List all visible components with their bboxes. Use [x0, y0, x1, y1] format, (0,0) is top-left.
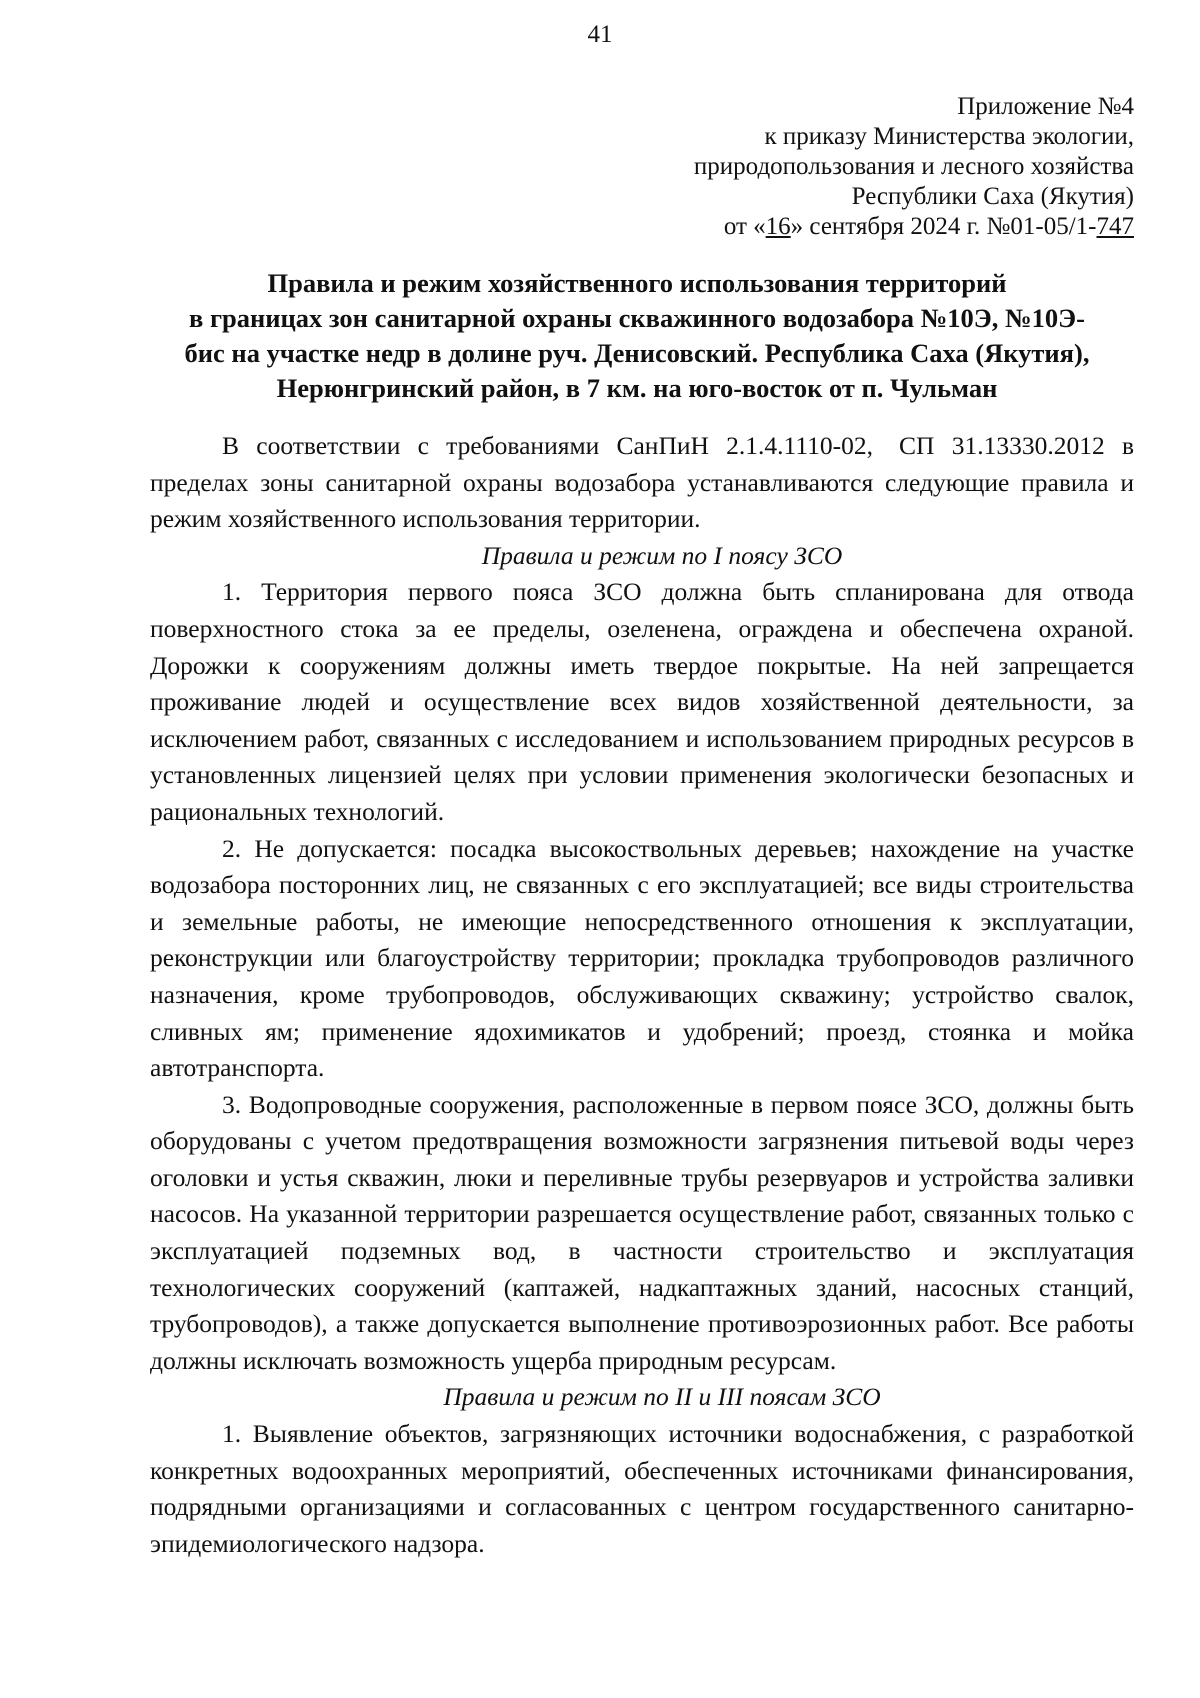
appendix-line: природопользования и лесного хозяйства — [693, 153, 1134, 180]
date-day: 16 — [765, 213, 791, 240]
title-line: в границах зон санитарной охраны скважинного водозабора №10Э, №10Э- — [189, 303, 1085, 333]
appendix-line: Республики Саха (Якутия) — [851, 183, 1134, 210]
intro-part2: СП 31.13330.2012 в пределах зоны санитарной охраны водозабора устанавливаются следующие правила и режим хозяйственного использования территории. — [150, 431, 1134, 534]
title-line: бис на участке недр в долине руч. Денисовский. Республика Саха (Якутия), — [184, 338, 1090, 368]
appendix-date-line — [694, 212, 1134, 242]
section-heading-zone2-3: Правила и режим по II и III поясам ЗСО — [443, 1382, 881, 1412]
date-middle: » сентября 2024 г. №01-05/1- — [790, 213, 1097, 240]
zone1-paragraph-3: 3. Водопроводные сооружения, расположенные в первом поясе ЗСО, должны быть оборудованы с учетом предотвращения возможности загрязнения питьевой воды через оголовки и устья скважин, люки и переливные трубы резервуаров и устройства заливки насосов. На указанной территории разрешается осуществление работ, связанных только с эксплуатацией подземных вод, в частности строительство и эксплуатация технологических сооружений (каптажей, надкаптажных зданий, насосных станций, трубопроводов), а также допускается выполнение противоэрозионных работ. Все работы должны исключать возможность ущерба природным ресурсам. — [150, 1089, 1134, 1375]
zone1-paragraph-1: 1. Территория первого пояса ЗСО должна быть спланирована для отвода поверхностного стока за ее пределы, озеленена, ограждена и обеспечена охраной. Дорожки к сооружениям должны иметь твердое покрытые. На ней запрещается проживание людей и осуществление всех видов хозяйственной деятельности, за исключением работ, связанных с исследованием и использованием природных ресурсов в установленных лицензией целях при условии применения экологически безопасных и рациональных технологий. — [150, 577, 1134, 826]
appendix-line: Приложение №4 — [957, 93, 1134, 120]
intro-part1: В соответствии с требованиями СанПиН 2.1.4.1110-02, — [222, 431, 874, 460]
title-line: Правила и режим хозяйственного использования территорий — [267, 268, 1007, 298]
zone2-3-paragraph-1: 1. Выявление объектов, загрязняющих источники водоснабжения, с разработкой конкретных водоохранных мероприятий, обеспеченных источниками финансирования, подрядными организациями и согласованных с центром государственного санитарно-эпидемиологического надзора. — [150, 1419, 1134, 1558]
page-number: 41 — [587, 21, 613, 48]
order-number: 747 — [1096, 213, 1134, 240]
section-heading-zone1: Правила и режим по I поясу ЗСО — [481, 540, 843, 570]
title-line: Нерюнгринский район, в 7 км. на юго-восток от п. Чульман — [276, 373, 998, 403]
intro-paragraph — [150, 428, 1134, 538]
document-body — [150, 428, 1134, 1562]
appendix-header — [694, 92, 1134, 242]
document-title — [140, 266, 1134, 406]
zone1-paragraph-2: 2. Не допускается: посадка высокоствольных деревьев; нахождение на участке водозабора посторонних лиц, не связанных с его эксплуатацией; все виды строительства и земельные работы, не имеющие непосредственного отношения к эксплуатации, реконструкции или благоустройству территории; прокладка трубопроводов различного назначения, кроме трубопроводов, обслуживающих скважину; устройство свалок, сливных ям; применение ядохимикатов и удобрений; проезд, стоянка и мойка автотранспорта. — [150, 833, 1134, 1083]
date-prefix: от « — [723, 213, 766, 240]
appendix-line: к приказу Министерства экологии, — [764, 123, 1134, 150]
